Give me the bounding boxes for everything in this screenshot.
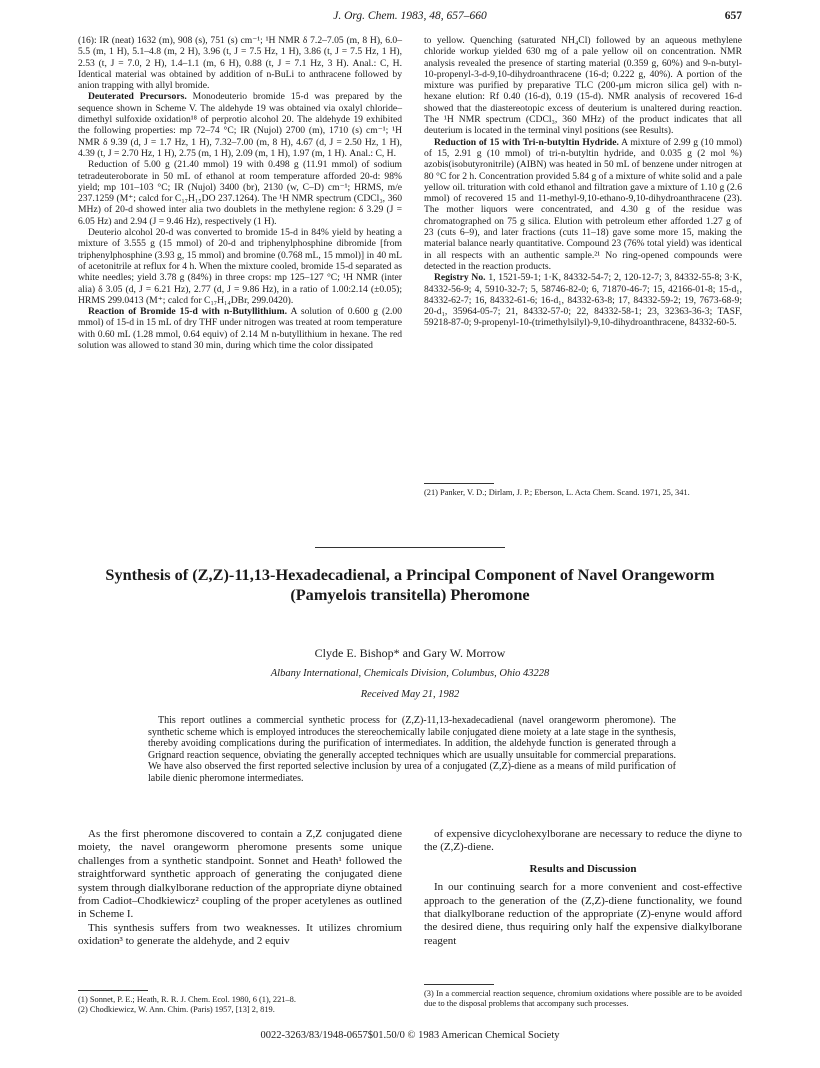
- paragraph: [78, 91, 402, 159]
- paragraph-text: A solution of 0.600 g (2.00 mmol) of 15-d in 15 mL of dry THF under nitrogen was treated at room temperature with 0.60 mL (1.28 mmol, 0.64 equiv) of 2.14 M n-butyllithium in hexane. The red solution was allowed to stand 30 min, during which time the color dissipated: [78, 306, 402, 352]
- footnote: (2) Chodkiewicz, W. Ann. Chim. (Paris) 1957, [13] 2, 819.: [78, 1005, 275, 1014]
- footnote: (1) Sonnet, P. E.; Heath, R. R. J. Chem. Ecol. 1980, 6 (1), 221–8.: [78, 995, 296, 1004]
- footnote-rule: [78, 990, 148, 991]
- paragraph: In our continuing search for a more convenient and cost-effective approach to the generation of the (Z,Z)-diene functionality, we found that dialkylborane reduction of the appropriate (Z)-enyne would afford the desired diene, thus requiring only half the expensive dialkylborane reagent: [424, 881, 742, 947]
- section-heading: Results and Discussion: [529, 862, 637, 875]
- upper-right-column: [424, 35, 742, 329]
- paragraph: This synthesis suffers from two weaknesses. It utilizes chromium oxidation³ to generate the aldehyde, and 2 equiv: [78, 921, 402, 948]
- article-title: Synthesis of (Z,Z)-11,13-Hexadecadienal, a Principal Component of Navel Orangeworm (Pamyelois transitella) Pheromone: [105, 565, 715, 604]
- body-right-column: [424, 828, 742, 948]
- registry-numbers: [424, 272, 742, 328]
- paragraph-text: 1, 1521-59-1; 1·K, 84332-54-7; 2, 120-12-7; 3, 84332-55-8; 3·K, 84332-56-9; 4, 5910-32-7; 5, 58746-82-0; 6, 71870-46-7; 15, 42166-01-8; 15-d₁, 84332-62-7; 16, 84332-61-6; 16-d₁, 84332-63-8; 17, 84332-59-2; 19, 7673-68-9; 20-d₁, 35964-05-7; 21, 84332-57-0; 22, 84332-58-1; 23, 32363-36-3; TASF, 59218-87-0; 9-propenyl-10-(trimethylsilyl)-9,10-dihydroanthracene, 84332-60-5.: [424, 272, 743, 329]
- copyright-line: 0022-3263/83/1948-0657$01.50/0 © 1983 American Chemical Society: [260, 1030, 560, 1041]
- run-in-heading: Deuterated Precursors.: [88, 91, 187, 103]
- article-affiliation: Albany International, Chemicals Division, Columbus, Ohio 43228: [270, 668, 550, 679]
- footnote: (3) In a commercial reaction sequence, chromium oxidations where possible are to be avoided due to the disposal problems that accompany such processes.: [424, 989, 742, 1008]
- paragraph: (16): IR (neat) 1632 (m), 908 (s), 751 (s) cm⁻¹; ¹H NMR δ 7.2–7.05 (m, 8 H), 6.0–5.5 (m, 1 H), 5.1–4.8 (m, 2 H), 3.96 (t, J = 7.5 Hz, 1 H), 3.86 (t, J = 7.5 Hz, 1 H), 2.53 (t, J = 7.0, 2 H), 1.4–1.1 (m, 6 H), 0.88 (t, J = 7.1 Hz, 3 H). Anal.: C, H. Identical material was obtained by addition of n-BuLi to anthracene followed by anion trapping with allyl bromide.: [78, 35, 402, 92]
- body-left-column: [78, 828, 402, 949]
- paragraph-text: Monodeuterio bromide 15-d was prepared by the sequence shown in Scheme V. The aldehyde 19 was obtained via oxalyl chloride–dimethyl sulfoxide oxidation¹⁸ of perprotio alcohol 20. The aldehyde 19 exhibited the following properties: mp 72–74 °C; IR (Nujol) 2700 (m), 1710 (s) cm⁻¹; ¹H NMR δ 9.39 (d, J = 1.7 Hz, 1 H), 7.32–7.00 (m, 8 H), 4.67 (d, J = 2.50 Hz, 1 H), 4.39 (t, J = 2.70 Hz, 1 H), 2.75 (m, 1 H), 2.09 (m, 1 H), 1.97 (m, 1 H). Anal.: C, H.: [78, 91, 402, 159]
- footnotes-left: [78, 995, 402, 1015]
- article-authors: Clyde E. Bishop* and Gary W. Morrow: [314, 646, 506, 660]
- journal-citation: J. Org. Chem. 1983, 48, 657–660: [333, 10, 487, 22]
- paragraph: of expensive dicyclohexylborane are necessary to reduce the diyne to the (Z,Z)-diene.: [424, 828, 742, 854]
- footnote-rule: [424, 984, 494, 985]
- received-date: Received May 21, 1982: [360, 689, 460, 700]
- paragraph: [424, 137, 742, 273]
- paragraph: [78, 306, 402, 351]
- abstract: This report outlines a commercial synthetic process for (Z,Z)-11,13-hexadecadienal (navel orangeworm pheromone). The synthetic scheme which is employed introduces the stereochemically labile conjugated diene moiety at a late stage in the synthesis, thereby avoiding complications during the purification of intermediates. In addition, the aldehyde function is generated through a Grignard reaction sequence, obviating the generally accepted techniques which are usually unsuitable for commercial preparations. We have also observed the first reported selective inclusion by urea of a conjugated (Z,Z)-diene as a means of mild purification of labile dienic pheromone intermediates.: [148, 715, 676, 784]
- paragraph: As the first pheromone discovered to contain a Z,Z conjugated diene moiety, the navel orangeworm pheromone presents some unique challenges from a synthetic standpoint. Sonnet and Heath¹ followed the straightforward synthetic approach of generating the conjugated diene system through dialkylborane reduction of the appropriate diyne obtained from Cadiot–Chodkiewicz² coupling of the proper acetylenes as outlined in Scheme I.: [78, 828, 402, 921]
- article-divider: [315, 547, 505, 548]
- paragraph: Reduction of 5.00 g (21.40 mmol) 19 with 0.498 g (11.91 mmol) of sodium tetradeuteroborate in 50 mL of ethanol at room temperature afforded 20-d: 98% yield; mp 101–103 °C; IR (Nujol) 3400 (br), 2130 (w, C–D) cm⁻¹; HRMS, m/e 237.1259 (M⁺; calcd for C₁₇H₁₅DO 237.1264). The ¹H NMR spectrum (CDCl₃, 360 MHz) of 20-d showed inter alia two doublets in the methylene region: δ 3.29 (J = 6.05 Hz) and 2.94 (J = 9.46 Hz), respectively (1 H).: [78, 159, 402, 227]
- page-header: [78, 10, 742, 28]
- run-in-heading: Reduction of 15 with Tri-n-butyltin Hydride.: [434, 136, 619, 148]
- upper-left-column: [78, 35, 402, 351]
- footnote-rule: [424, 483, 494, 484]
- run-in-heading: Reaction of Bromide 15-d with n-Butyllithium.: [88, 306, 288, 318]
- paragraph: to yellow. Quenching (saturated NH₄Cl) followed by an aqueous methylene chloride workup yielded 630 mg of a pale yellow oil on concentration. NMR analysis revealed the presence of starting material (0.359 g, 60%) and 9-n-butyl-10-propenyl-3-d-9,10-dihydroanthracene (16-d; 0.222 g, 40%). A portion of the mixture was purified by preparative TLC (200-μm micron silica gel) with n-hexane elution: Rf 0.40 (16-d), 0.19 (15-d). NMR analysis of recovered 16-d showed that the diastereotopic excess of deuterium is unaltered during reaction. The ¹H NMR spectrum (CDCl₃, 360 MHz) of the product indicates that all deuterium is located in the terminal vinyl positions (see Results).: [424, 35, 742, 137]
- run-in-heading: Registry No.: [434, 272, 486, 284]
- footnote: (21) Panker, V. D.; Dirlam, J. P.; Eberson, L. Acta Chem. Scand. 1971, 25, 341.: [424, 488, 690, 497]
- paragraph: Deuterio alcohol 20-d was converted to bromide 15-d in 84% yield by heating a mixture of 3.555 g (15 mmol) of 20-d and triphenylphosphine dibromide [from triphenylphosphine (3.93 g, 15 mmol) and bromine (0.768 mL, 15 mmol)] in 40 mL of acetonitrile at reflux for 4 h. When the mixture cooled, bromide 15-d separated as white needles; yield 3.78 g (84%) in three crops: mp 125–127 °C; ¹H NMR (inter alia) δ 3.05 (d, J = 6.21 Hz), 2.77 (d, J = 9.86 Hz), in a ratio of 1.00:2.14 (±0.05); HRMS 299.0413 (M⁺; calcd for C₁₇H₁₄DBr, 299.0420).: [78, 227, 402, 306]
- page-number: 657: [724, 10, 742, 22]
- paragraph-text: A mixture of 2.99 g (10 mmol) of 15, 2.91 g (10 mmol) of tri-n-butyltin hydride, and 0.035 g (2 mol %) azobis(isobutyronitrile) (AIBN) was heated in 50 mL of benzene under nitrogen at 80 °C for 2 h. Concentration provided 5.84 g of a mixture of white solid and a pale yellow oil. trituration with cold ethanol and filtration gave a mixture of 1.10 g (2.6 mmol) of recovered 15 and 11-methyl-9,10-ethano-9,10-dihydroanthracene (23). The mother liquors were concentrated, and 4.30 g of the residue was chromatographed on 75 g silica. Elution with petroleum ether afforded 1.27 g of 23 (cuts 6–9), and later fractions (cuts 11–18) gave some more 15, making the material balance nearly quantitative. Compound 23 (76% total yield) was identical in all respects with an authentic sample.²¹ No ring-opened compounds were detected in the reaction products.: [424, 136, 742, 272]
